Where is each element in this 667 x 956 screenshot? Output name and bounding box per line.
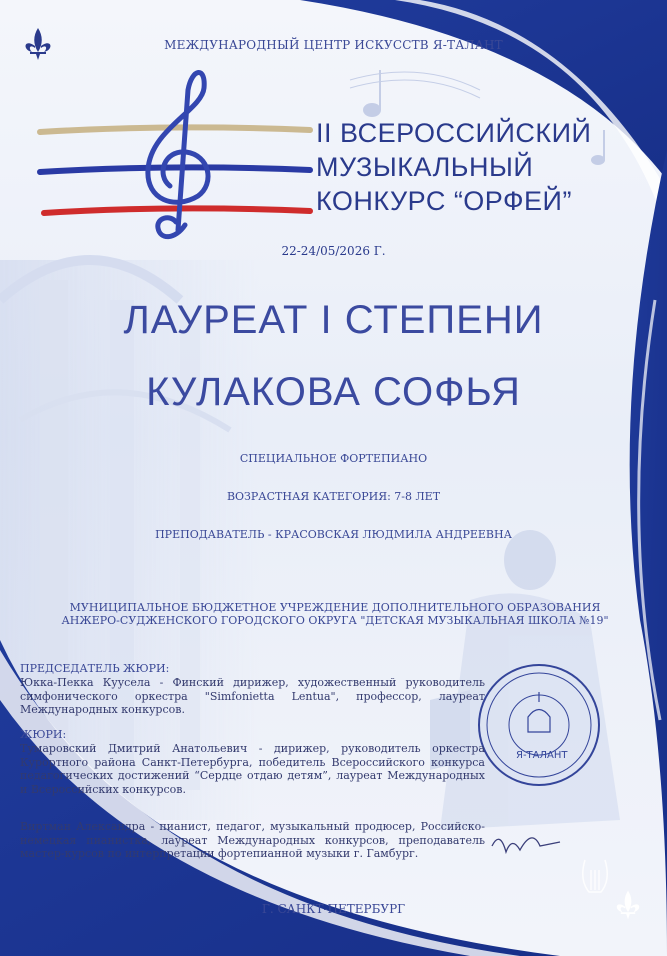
official-stamp-image xyxy=(476,662,602,788)
city: Г. САНКТ-ПЕТЕРБУРГ xyxy=(261,902,406,916)
contest-dates: 22-24/05/2026 Г. xyxy=(281,244,386,258)
teacher: ПРЕПОДАВАТЕЛЬ - КРАСОВСКАЯ ЛЮДМИЛА АНДРЕЕВНА xyxy=(155,528,512,541)
specialty: СПЕЦИАЛЬНОЕ ФОРТЕПИАНО xyxy=(239,452,428,465)
institution-line-1: МУНИЦИПАЛЬНОЕ БЮДЖЕТНОЕ УЧРЕЖДЕНИЕ ДОПОЛНИТЕЛЬНОГО ОБРАЗОВАНИЯ xyxy=(69,601,601,614)
svg-text:Я-ТАЛАНТ: Я-ТАЛАНТ xyxy=(516,750,568,761)
jury-heading: ЖЮРИ: xyxy=(20,728,67,741)
contest-title-line-3: КОНКУРС “ОРФЕЙ” xyxy=(316,186,572,216)
institution xyxy=(40,601,630,627)
contest-title xyxy=(316,116,591,218)
jury-chair-text: Юкка-Пекка Куусела - Финский дирижер, художественный руководитель симфонического оркестра "Simfonietta Lentua", профессор, лауреат Международных конкурсов. xyxy=(20,676,485,716)
organizer-name: МЕЖДУНАРОДНЫЙ ЦЕНТР ИСКУССТВ Я-ТАЛАНТ xyxy=(164,38,503,52)
age-category: ВОЗРАСТНАЯ КАТЕГОРИЯ: 7-8 ЛЕТ xyxy=(226,490,441,503)
recipient-name: КУЛАКОВА СОФЬЯ xyxy=(146,370,521,414)
contest-title-line-1: II ВСЕРОССИЙСКИЙ xyxy=(316,118,592,148)
signature-image xyxy=(492,838,560,852)
lyre-ornament-icon xyxy=(583,860,608,892)
contest-title-line-2: МУЗЫКАЛЬНЫЙ xyxy=(316,152,534,182)
jury-chair-heading: ПРЕДСЕДАТЕЛЬ ЖЮРИ: xyxy=(20,662,170,675)
jury-member-1: Тумаровский Дмитрий Анатольевич - дирижер, руководитель оркестра Курортного района Санкт-Петербурга, победитель Всероссийского конкурса педагогических достижений “Сердце отдаю детям”, лауреат Международных и Всероссийских конкурсов. xyxy=(20,742,485,796)
contest-logo xyxy=(40,72,310,236)
award-title: ЛАУРЕАТ I СТЕПЕНИ xyxy=(123,298,544,342)
jury-member-2: Виртман Александра - пианист, педагог, музыкальный продюсер, Российско-немецкая пианистка, лауреат Международных конкурсов, преподаватель мастер-курсов по интерпретации фортепианной музыки г. Гамбург. xyxy=(20,820,485,860)
institution-line-2: АНЖЕРО-СУДЖЕНСКОГО ГОРОДСКОГО ОКРУГА "ДЕТСКАЯ МУЗЫКАЛЬНАЯ ШКОЛА №19" xyxy=(61,614,609,627)
